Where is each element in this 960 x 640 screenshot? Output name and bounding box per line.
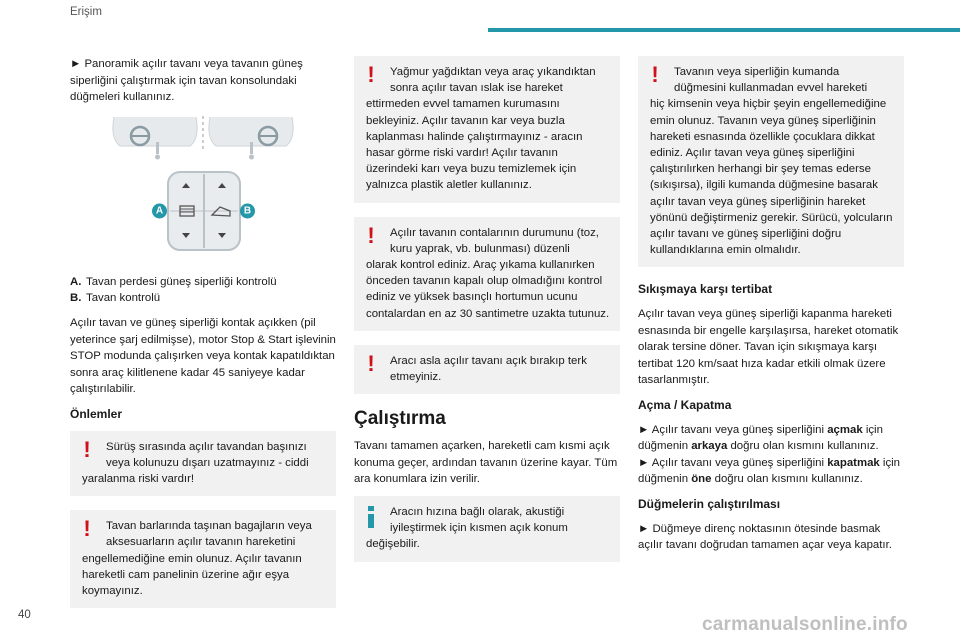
warning-text-lead: Tavan barlarında taşınan bagajların veya aksesuarların açılır tavanın hareketini — [106, 520, 312, 549]
info-icon — [368, 506, 374, 528]
info-text-lead: Aracın hızına bağlı olarak, akustiği iyileştirmek için kısmen açık konum — [390, 506, 568, 535]
open-text-2: için düğmenin — [638, 423, 883, 453]
warning-text: ettirmeden evvel tamamen kurumasını bekleyiniz. Açılır tavanın kar veya buzla kaplanması halinde çalıştırmayınız - aracın hasar görme riski vardır! Açılır tavanın üzerindeki karı veya buzu temizlemek için yalnızca plastik aletler kullanınız. — [366, 98, 583, 192]
warning-exclamation-icon: ! — [83, 516, 91, 542]
legend-a-text: Tavan perdesi güneş siperliği kontrolü — [86, 275, 277, 288]
warning-exclamation-icon: ! — [367, 350, 375, 376]
section-title: Erişim — [70, 6, 102, 18]
legend-b-key: B. — [70, 292, 82, 305]
close-text-3: doğru olan kısmını kullanınız. — [711, 473, 863, 486]
close-bold-1: kapatmak — [827, 456, 880, 469]
label-b-marker: B — [240, 203, 255, 218]
open-instruction — [638, 422, 904, 455]
roof-controls-illustration — [70, 112, 336, 264]
warning-box — [70, 431, 336, 497]
warning-text: yaralanma riski vardır! — [82, 472, 195, 485]
operation-heading: Çalıştırma — [354, 408, 446, 430]
operation-paragraph: Tavanı tamamen açarken, hareketli cam kısmi açık konuma geçer, ardından tavanın üzerine kayar. Tüm ara konumlara izin verilir. — [354, 440, 618, 486]
info-box — [354, 496, 620, 562]
close-text-2: için düğmenin — [638, 456, 901, 486]
legend-a-key: A. — [70, 275, 82, 288]
precautions-heading: Önlemler — [70, 406, 123, 421]
car-sketch-left — [113, 117, 197, 160]
car-sketch-right — [209, 117, 293, 160]
warning-box — [70, 510, 336, 608]
warning-box — [354, 345, 620, 394]
warning-text: hiç kimsenin veya hiçbir şeyin engellemediğine emin olunuz. Tavanın veya güneş siperliğinin hareketi esnasında özellikle çocuklara dikkat ediniz. Açılır tavan veya güneş siperliğini çalıştırılırken herhangi bir şey temas ederse (sıkışırsa), ilgili kumanda düğmesine basarak açılır tavan veya güneş siperliğinin hareket yönünü değiştirmeniz gerekir. Sürücü, yolcuların açılır tavanı ve güneş siperliğini doğru kullandıklarına emin olmalıdır. — [650, 98, 893, 257]
page-number: 40 — [18, 609, 31, 621]
watermark: carmanualsonline.info — [702, 614, 908, 635]
column-2 — [354, 56, 620, 576]
warning-text-lead: Açılır tavanın contalarının durumunu (toz, kuru yaprak, vb. bulunması) düzenli — [390, 226, 599, 255]
anti-pinch-paragraph: Açılır tavan veya güneş siperliği kapanma hareketi esnasında bir engelle karşılaşırsa, hareket otomatik olarak tersine döner. Tavan için sıkışmaya karşı tertibat 120 km/saat hıza kadar etkili olmak üzere tasarlanmıştır. — [638, 308, 899, 387]
close-instruction — [638, 455, 904, 488]
open-text-1: ► Açılır tavanı veya güneş siperliğini — [638, 423, 828, 436]
warning-text-lead: Yağmur yağdıktan veya araç yıkandıktan sonra açılır tavan ıslak ise hareket — [390, 66, 596, 95]
button-operation-paragraph: ► Düğmeye direnç noktasının ötesinde basmak açılır tavanı doğrudan tamamen açar veya kapatır. — [638, 522, 892, 552]
open-bold-2: arkaya — [691, 440, 728, 453]
warning-text: engellemediğine emin olunuz. Açılır tavanın hareketli cam panelinin üzerine ağır eşya koymayınız. — [82, 552, 302, 597]
open-bold-1: açmak — [827, 423, 863, 436]
column-1 — [70, 56, 336, 622]
button-operation-heading: Düğmelerin çalıştırılması — [638, 496, 781, 511]
intro-paragraph: ► Panoramik açılır tavanı veya tavanın güneş siperliğini çalıştırmak için tavan konsolundaki düğmeleri kullanınız. — [70, 58, 303, 104]
warning-exclamation-icon: ! — [83, 436, 91, 462]
column-3 — [638, 56, 904, 560]
warning-text-lead: Aracı asla açılır tavanı açık bırakıp terk etmeyiniz. — [390, 354, 587, 384]
info-text: değişebilir. — [366, 538, 420, 551]
warning-text-lead: Sürüş sırasında açılır tavandan başınızı veya kolunuzu dışarı uzatmayınız - ciddi — [106, 440, 309, 469]
anti-pinch-heading: Sıkışmaya karşı tertibat — [638, 282, 773, 297]
warning-box — [354, 56, 620, 203]
close-bold-2: öne — [691, 473, 712, 486]
timing-paragraph: Açılır tavan ve güneş siperliği kontak açıkken (pil yeterince şarj edilmişse), motor Stop & Start işlevinin STOP modunda çalışırken veya kontak kapatıldıktan sonra araç kilitlenene kadar 45 saniyeye kadar çalıştırılabilir. — [70, 316, 336, 396]
label-a-marker: A — [152, 203, 167, 218]
close-text-1: ► Açılır tavanı veya güneş siperliğini — [638, 456, 828, 469]
header-accent-bar — [488, 28, 960, 32]
legend-b-text: Tavan kontrolü — [86, 292, 161, 305]
warning-box — [638, 56, 904, 267]
warning-text-lead: Tavanın veya siperliğin kumanda düğmesini kullanmadan evvel hareketi — [674, 66, 868, 95]
roof-console-figure — [70, 112, 336, 264]
legend-a — [70, 274, 336, 291]
warning-exclamation-icon: ! — [651, 62, 659, 87]
warning-exclamation-icon: ! — [367, 62, 375, 87]
warning-box — [354, 217, 620, 331]
open-close-heading: Açma / Kapatma — [638, 398, 732, 412]
open-text-3: doğru olan kısmını kullanınız. — [727, 440, 879, 453]
roof-control-panel — [168, 172, 240, 250]
warning-exclamation-icon: ! — [367, 222, 375, 248]
warning-text: olarak kontrol ediniz. Araç yıkama kullanırken önceden tavanın kapalı olup olmadığını kontrol ediniz ve yüksek basınçlı hortumun ucunu contalardan en az 30 santimetre uzakta tutunuz. — [366, 259, 610, 320]
legend-b — [70, 290, 336, 307]
